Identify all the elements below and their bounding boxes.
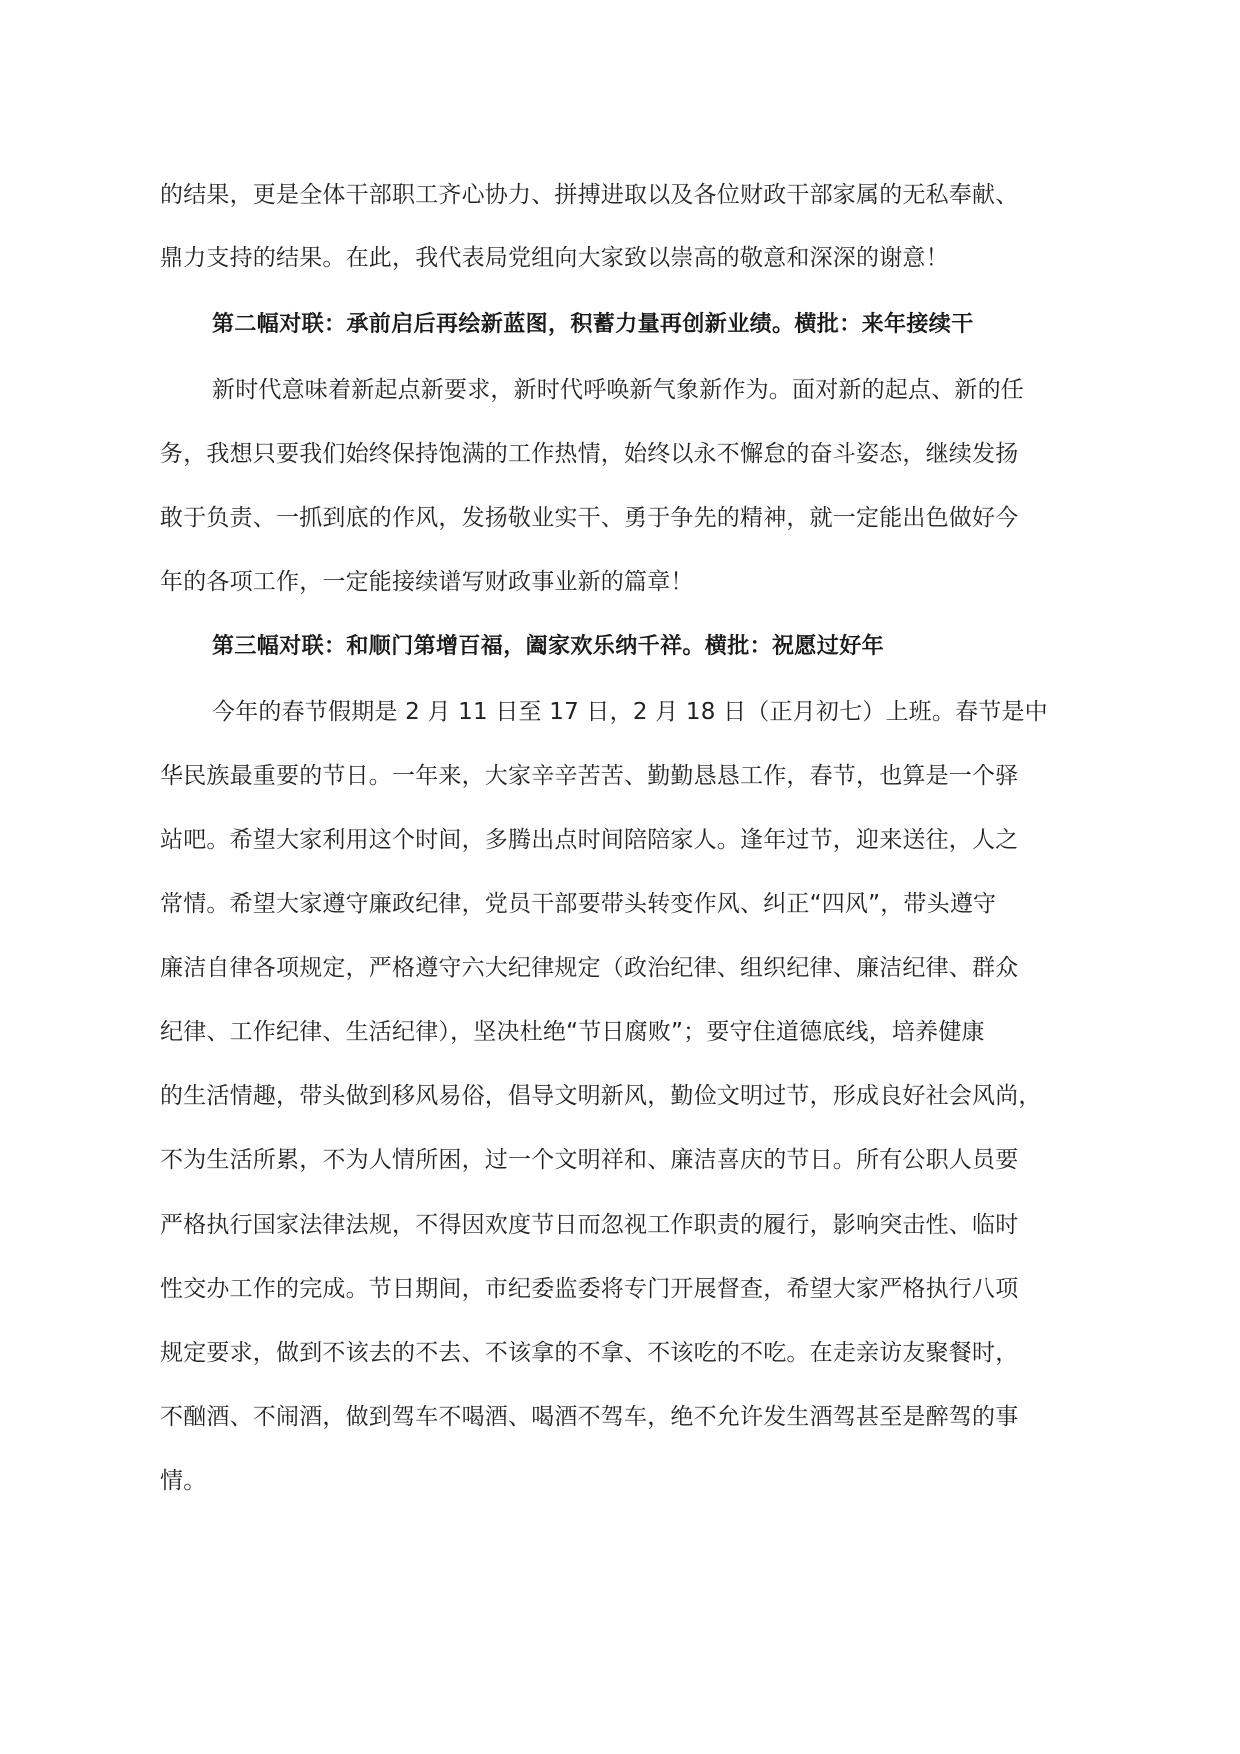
paragraph-line: 敢于负责、一抓到底的作风，发扬敬业实干、勇于争先的精神，就一定能出色做好今 <box>160 505 1019 531</box>
paragraph-line: 严格执行国家法律法规，不得因欢度节日而忽视工作职责的履行，影响突击性、临时 <box>160 1212 1019 1238</box>
paragraph-line: 情。 <box>160 1468 207 1494</box>
paragraph-line: 年的各项工作，一定能接续谱写财政事业新的篇章！ <box>160 569 694 595</box>
paragraph-line: 常情。希望大家遵守廉政纪律，党员干部要带头转变作风、纠正“四风”，带头遵守 <box>160 891 997 917</box>
paragraph-line: 今年的春节假期是 2 月 11 日至 17 日，2 月 18 日（正月初七）上班。春节是中 <box>212 699 1048 725</box>
paragraph-line: 鼎力支持的结果。在此，我代表局党组向大家致以崇高的敬意和深深的谢意！ <box>160 245 949 271</box>
paragraph-line: 纪律、工作纪律、生活纪律），坚决杜绝“节日腐败”；要守住道德底线，培养健康 <box>160 1019 985 1045</box>
paragraph-line: 站吧。希望大家利用这个时间，多腾出点时间陪陪家人。逢年过节，迎来送往，人之 <box>160 827 1019 853</box>
paragraph-line: 规定要求，做到不该去的不去、不该拿的不拿、不该吃的不吃。在走亲访友聚餐时， <box>160 1340 1019 1366</box>
couplet-heading-2: 第二幅对联：承前启后再绘新蓝图，积蓄力量再创新业绩。横批：来年接续干 <box>212 312 974 337</box>
paragraph-line: 性交办工作的完成。节日期间，市纪委监委将专门开展督查，希望大家严格执行八项 <box>160 1276 1019 1302</box>
paragraph-line: 的生活情趣，带头做到移风易俗，倡导文明新风，勤俭文明过节，形成良好社会风尚， <box>160 1083 1042 1109</box>
paragraph-line: 不为生活所累，不为人情所困，过一个文明祥和、廉洁喜庆的节日。所有公职人员要 <box>160 1147 1019 1173</box>
paragraph-line: 华民族最重要的节日。一年来，大家辛辛苦苦、勤勤恳恳工作，春节，也算是一个驿 <box>160 763 1019 789</box>
paragraph-line: 不酗酒、不闹酒，做到驾车不喝酒、喝酒不驾车，绝不允许发生酒驾甚至是醉驾的事 <box>160 1404 1019 1430</box>
paragraph-line: 的结果，更是全体干部职工齐心协力、拼搏进取以及各位财政干部家属的无私奉献、 <box>160 182 1019 208</box>
paragraph-line: 廉洁自律各项规定，严格遵守六大纪律规定（政治纪律、组织纪律、廉洁纪律、群众 <box>160 955 1019 981</box>
paragraph-line: 新时代意味着新起点新要求，新时代呼唤新气象新作为。面对新的起点、新的任 <box>212 377 1024 403</box>
couplet-heading-3: 第三幅对联：和顺门第增百福，阖家欢乐纳千祥。横批：祝愿过好年 <box>212 634 885 659</box>
paragraph-line: 务，我想只要我们始终保持饱满的工作热情，始终以永不懈怠的奋斗姿态，继续发扬 <box>160 441 1019 467</box>
